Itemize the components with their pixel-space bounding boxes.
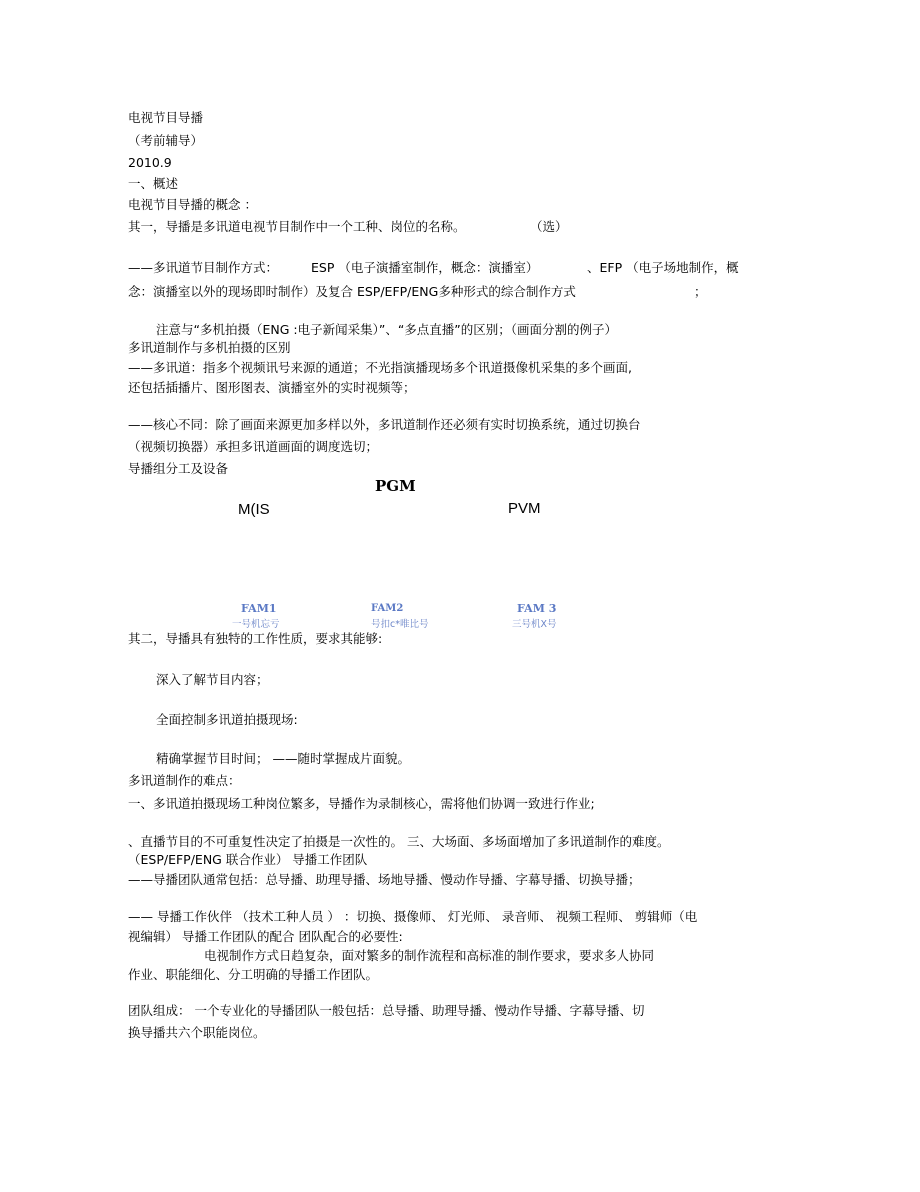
document-date: 2010.9 xyxy=(128,155,172,170)
document-subtitle: （考前辅导） xyxy=(128,133,204,148)
team-members: ——导播团队通常包括：总导播、助理导播、场地导播、慢动作导播、字幕导播、切换导播； xyxy=(128,872,641,887)
point-two: 其二，导播具有独特的工作性质，要求其能够: xyxy=(128,631,383,646)
methods-line-1c: 、EFP （电子场地制作，概 xyxy=(587,260,739,275)
camera-3-label: FAM 3 xyxy=(517,602,557,615)
point-one: 其一，导播是多讯道电视节目制作中一个工种、岗位的名称。 xyxy=(128,219,466,234)
multi-channel-line-2: 还包括插播片、图形图表、演播室外的实时视频等； xyxy=(128,380,416,395)
methods-line-1a: ——多讯道节目制作方式： xyxy=(128,260,279,275)
ability-3: 精确掌握节目时间； ——随时掌握成片面貌。 xyxy=(156,751,410,766)
multi-channel-line-1: ——多讯道：指多个视频讯号来源的通道；不光指演播现场多个讯道摄像机采集的多个画面, xyxy=(128,360,632,375)
methods-line-2: 念：演播室以外的现场即时制作）及复合 ESP/EFP/ENG多种形式的综合制作方式 xyxy=(128,284,576,299)
core-difference-line-2: （视频切换器）承担多讯道画面的调度选切； xyxy=(128,439,379,454)
composition-line-2: 换导播共六个职能岗位。 xyxy=(128,1025,266,1040)
document-title: 电视节目导播 xyxy=(128,110,204,125)
ability-1: 深入了解节目内容； xyxy=(156,672,269,687)
pgm-monitor-label: PGM xyxy=(375,477,416,495)
methods-line-1b: ESP （电子演播室制作，概念：演播室） xyxy=(311,260,539,275)
core-difference-line-1: ——核心不同：除了画面来源更加多样以外，多讯道制作还必须有实时切换系统，通过切换台 xyxy=(128,417,641,432)
pvm-monitor-label: PVM xyxy=(508,500,541,517)
camera-1-label: FAM1 xyxy=(241,602,277,615)
necessity-line-1: 电视制作方式日趋复杂，面对繁多的制作流程和高标准的制作要求，要求多人协同 xyxy=(204,948,655,963)
difficulty-2: 、直播节目的不可重复性决定了拍摄是一次性的。 三、大场面、多场面增加了多讯道制作的难度。 xyxy=(128,834,670,849)
division-heading: 导播组分工及设备 xyxy=(128,461,229,476)
team-heading: （ESP/EFP/ENG 联合作业） 导播工作团队 xyxy=(128,852,368,867)
difficulty-1: 一、多讯道拍摄现场工种岗位繁多，导播作为录制核心，需将他们协调一致进行作业; xyxy=(128,796,595,811)
composition-line-1: 团队组成： 一个专业化的导播团队一般包括：总导播、助理导播、慢动作导播、字幕导播、切 xyxy=(128,1003,645,1018)
mis-label: M(IS xyxy=(238,501,270,518)
partners-line-2: 视编辑） 导播工作团队的配合 团队配合的必要性: xyxy=(128,929,403,944)
methods-line-2-end: ； xyxy=(694,284,707,299)
difficulty-heading: 多讯道制作的难点： xyxy=(128,773,241,788)
attention-note: 注意与“多机拍摄（ENG :电子新闻采集）”、“多点直播”的区别；（画面分割的例子） xyxy=(156,322,618,337)
camera-2-label: FAM2 xyxy=(371,603,404,614)
point-one-note: （选） xyxy=(530,219,568,234)
camera-2-caption: 号扣c*唯比号 xyxy=(371,619,429,630)
necessity-line-2: 作业、职能细化、分工明确的导播工作团队。 xyxy=(128,967,379,982)
camera-3-caption: 三号机X号 xyxy=(512,619,557,630)
difference-heading: 多讯道制作与多机拍摄的区别 xyxy=(128,340,291,355)
ability-2: 全面控制多讯道拍摄现场: xyxy=(156,712,298,727)
camera-1-caption: 一号机忘亏 xyxy=(232,619,280,630)
partners-line-1: —— 导播工作伙伴 （技术工种人员 ） ：切换、摄像师、 灯光师、 录音师、 视频工程师、 剪辑师（电 xyxy=(128,909,698,924)
section-overview-heading: 一、概述 xyxy=(128,176,179,191)
concept-heading: 电视节目导播的概念 ： xyxy=(128,197,257,212)
